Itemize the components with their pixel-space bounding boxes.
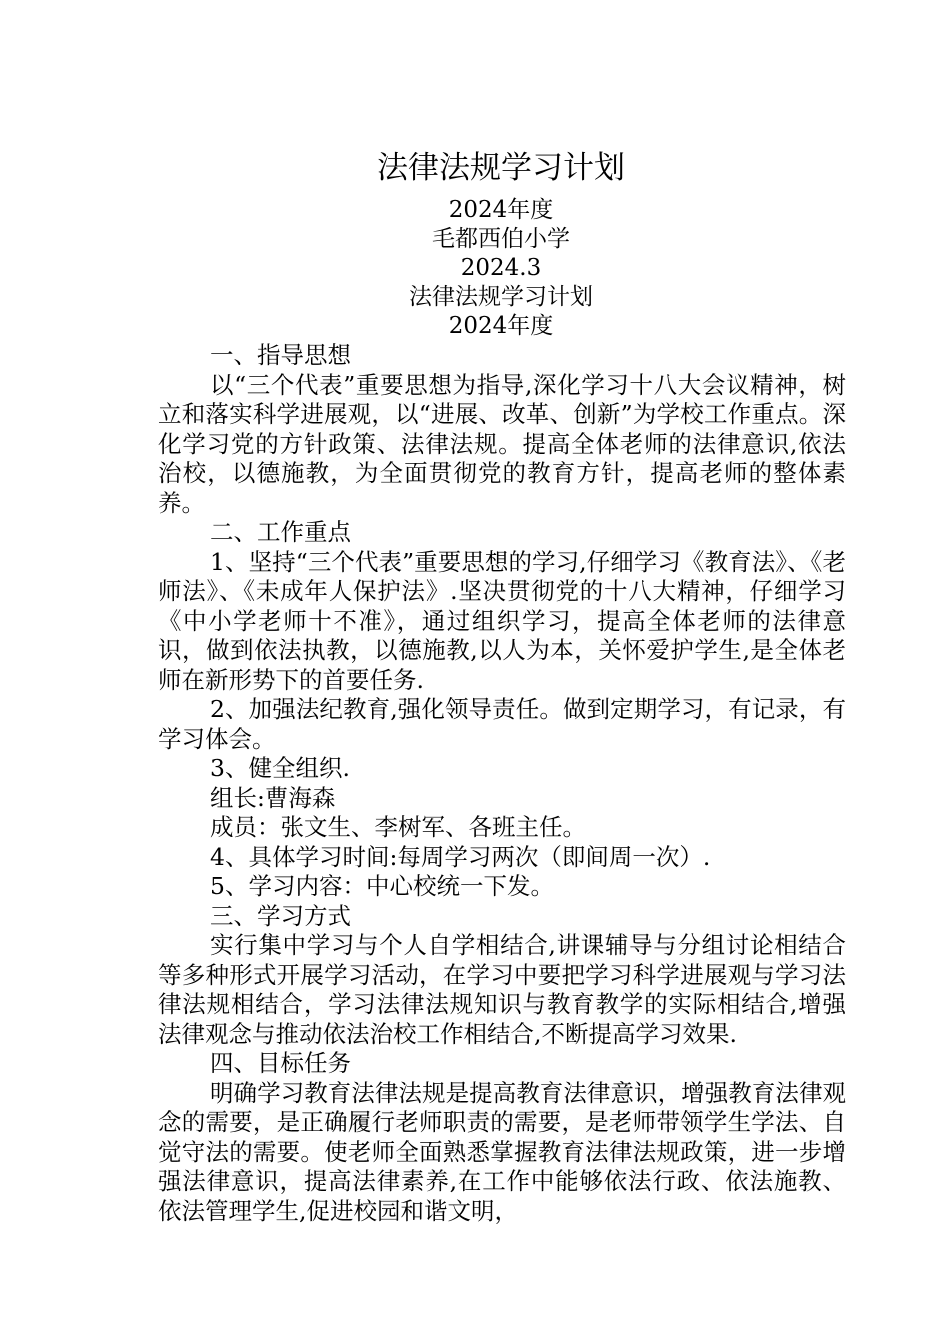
paragraph-group-members: 成员：张文生、李树军、各班主任。 — [210, 813, 586, 841]
section-heading-goals: 四、目标任务 — [210, 1049, 351, 1077]
paragraph-item-3: 3、健全组织. — [210, 754, 350, 782]
paragraph-item-5: 5、学习内容：中心校统一下发。 — [210, 872, 554, 900]
section-heading-work-focus: 二、工作重点 — [210, 518, 351, 546]
paragraph-group-leader: 组长:曹海森 — [210, 783, 336, 812]
paragraph-goals: 明确学习教育法律法规是提高教育法律意识，增强教育法律观念的需要，是正确履行老师职责的需要，是老师带领学生学法、自觉守法的需要。使老师全面熟悉掌握教育法律法规政策，进一步增强法律意识，提高法律素养,在工作中能够依法行政、依法施教、依法管理学生,促进校园和谐文明， — [158, 1078, 846, 1225]
paragraph-guiding-thought: 以“三个代表”重要思想为指导,深化学习十八大会议精神，树立和落实科学进展观，以“进展、改革、创新”为学校工作重点。深化学习党的方针政策、法律法规。提高全体老师的法律意识,依法治校，以德施教，为全面贯彻党的教育方针，提高老师的整体素养。 — [158, 370, 846, 517]
document-header-block — [0, 196, 950, 341]
paragraph-item-2: 2、加强法纪教育,强化领导责任。做到定期学习，有记录，有学习体会。 — [158, 695, 846, 753]
document-body — [158, 341, 846, 1226]
paragraph-study-method: 实行集中学习与个人自学相结合,讲课辅导与分组讨论相结合等多种形式开展学习活动，在学习中要把学习科学进展观与学习法律法规相结合，学习法律法规知识与教育教学的实际相结合,增强法律观念与推动依法治校工作相结合,不断提高学习效果. — [158, 931, 846, 1048]
header-date: 2024.3 — [460, 255, 542, 281]
header-year-repeat: 2024年度 — [448, 313, 554, 339]
header-year: 2024年度 — [448, 197, 554, 223]
document-title: 法律法规学习计划 — [377, 150, 625, 186]
paragraph-item-1: 1、坚持“三个代表”重要思想的学习,仔细学习《教育法》、《老师法》、《未成年人保护法》.坚决贯彻党的十八大精神，仔细学习《中小学老师十不准》，通过组织学习，提高全体老师的法律意识，做到依法执教，以德施教,以人为本，关怀爱护学生,是全体老师在新形势下的首要任务. — [158, 547, 846, 694]
header-subtitle: 法律法规学习计划 — [409, 284, 593, 310]
section-heading-study-method: 三、学习方式 — [210, 901, 351, 930]
section-heading-guiding-thought: 一、指导思想 — [210, 341, 351, 369]
paragraph-item-4: 4、具体学习时间:每周学习两次（即间周一次）. — [210, 842, 711, 871]
header-school: 毛都西伯小学 — [432, 226, 570, 252]
